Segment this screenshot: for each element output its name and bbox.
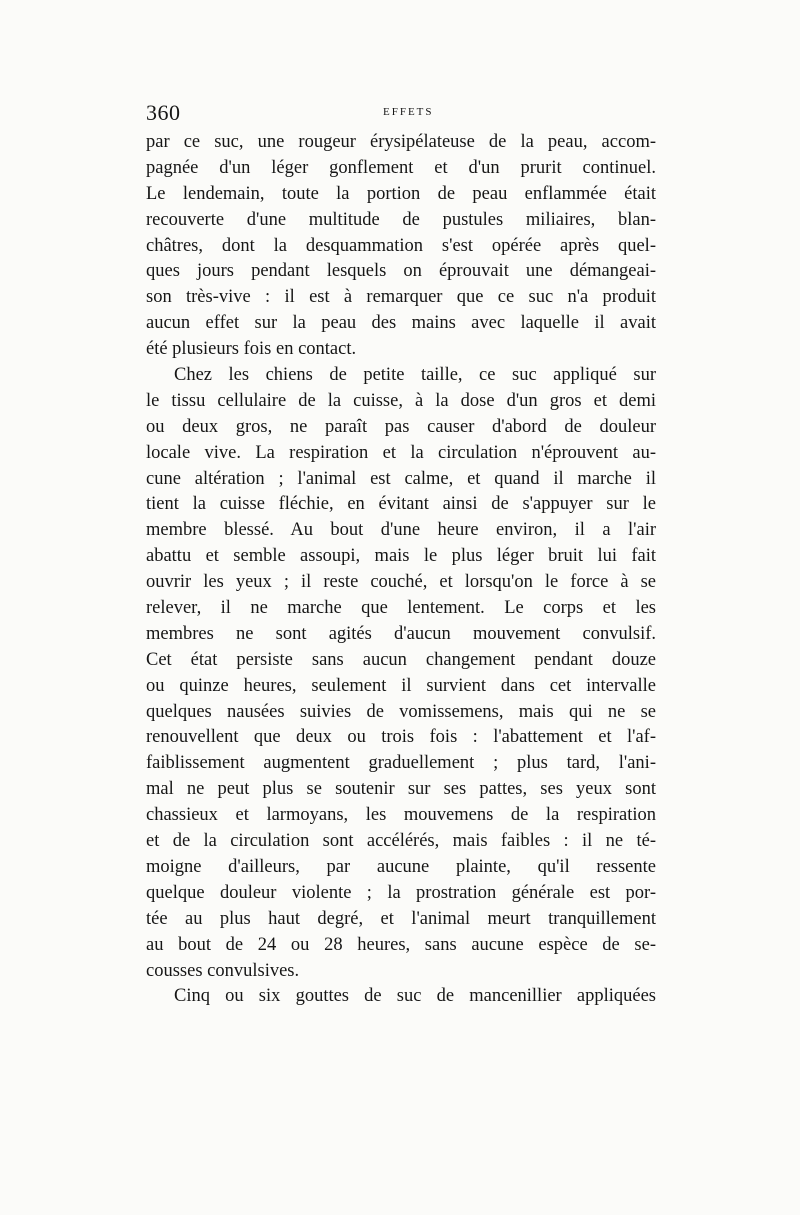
- text-line: abattu et semble assoupi, mais le plus léger bruit lui fait: [146, 546, 656, 567]
- text-line: faiblissement augmentent graduellement ; plus tard, l'ani-: [146, 753, 656, 774]
- text-line: tient la cuisse fléchie, en évitant ainsi de s'appuyer sur le: [146, 494, 656, 515]
- text-line: son très-vive : il est à remarquer que ce suc n'a produit: [146, 287, 656, 308]
- text-line: quelque douleur violente ; la prostration générale est por-: [146, 882, 656, 903]
- text-line: quelques nausées suivies de vomissemens, mais qui ne se: [146, 701, 656, 722]
- text-line: renouvellent que deux ou trois fois : l'abattement et l'af-: [146, 727, 656, 748]
- text-line: Cinq ou six gouttes de suc de mancenillier appliquées: [174, 986, 656, 1007]
- text-line: locale vive. La respiration et la circulation n'éprouvent au-: [146, 442, 656, 463]
- text-line: aucun effet sur la peau des mains avec laquelle il avait: [146, 313, 656, 334]
- body-text: [146, 130, 656, 1010]
- text-line: ou deux gros, ne paraît pas causer d'abord de douleur: [146, 416, 656, 437]
- text-line: Cet état persiste sans aucun changement pendant douze: [146, 649, 656, 670]
- text-line: chassieux et larmoyans, les mouvemens de la respiration: [146, 805, 656, 826]
- text-line: par ce suc, une rougeur érysipélateuse de la peau, accom-: [146, 132, 656, 152]
- text-line: cune altération ; l'animal est calme, et quand il marche il: [146, 468, 656, 489]
- text-line: recouverte d'une multitude de pustules miliaires, blan-: [146, 209, 656, 230]
- text-line: au bout de 24 ou 28 heures, sans aucune espèce de se-: [146, 934, 656, 955]
- text-line: ou quinze heures, seulement il survient dans cet intervalle: [146, 675, 656, 696]
- page-number: 360: [146, 100, 181, 125]
- text-line: Chez les chiens de petite taille, ce suc appliqué sur: [174, 365, 656, 386]
- text-line: été plusieurs fois en contact.: [146, 339, 357, 360]
- text-line: châtres, dont la desquammation s'est opérée après quel-: [146, 235, 656, 256]
- text-line: tée au plus haut degré, et l'animal meurt tranquillement: [146, 908, 656, 929]
- text-line: le tissu cellulaire de la cuisse, à la dose d'un gros et demi: [146, 390, 656, 411]
- text-line: pagnée d'un léger gonflement et d'un prurit continuel.: [146, 157, 656, 178]
- text-line: ques jours pendant lesquels on éprouvait une démangeai-: [146, 261, 656, 282]
- text-line: moigne d'ailleurs, par aucune plainte, qu'il ressente: [146, 856, 656, 877]
- text-line: membre blessé. Au bout d'une heure environ, il a l'air: [146, 520, 656, 541]
- page-header: [146, 100, 656, 130]
- text-line: mal ne peut plus se soutenir sur ses pattes, ses yeux sont: [146, 779, 656, 800]
- text-line: ouvrir les yeux ; il reste couché, et lorsqu'on le force à se: [146, 572, 656, 593]
- text-line: Le lendemain, toute la portion de peau enflammée était: [146, 183, 656, 204]
- text-line: cousses convulsives.: [146, 960, 300, 981]
- text-line: relever, il ne marche que lentement. Le corps et les: [146, 598, 656, 619]
- running-head: EFFETS: [383, 106, 434, 118]
- text-line: membres ne sont agités d'aucun mouvement convulsif.: [146, 623, 656, 644]
- text-line: et de la circulation sont accélérés, mais faibles : il ne té-: [146, 831, 656, 852]
